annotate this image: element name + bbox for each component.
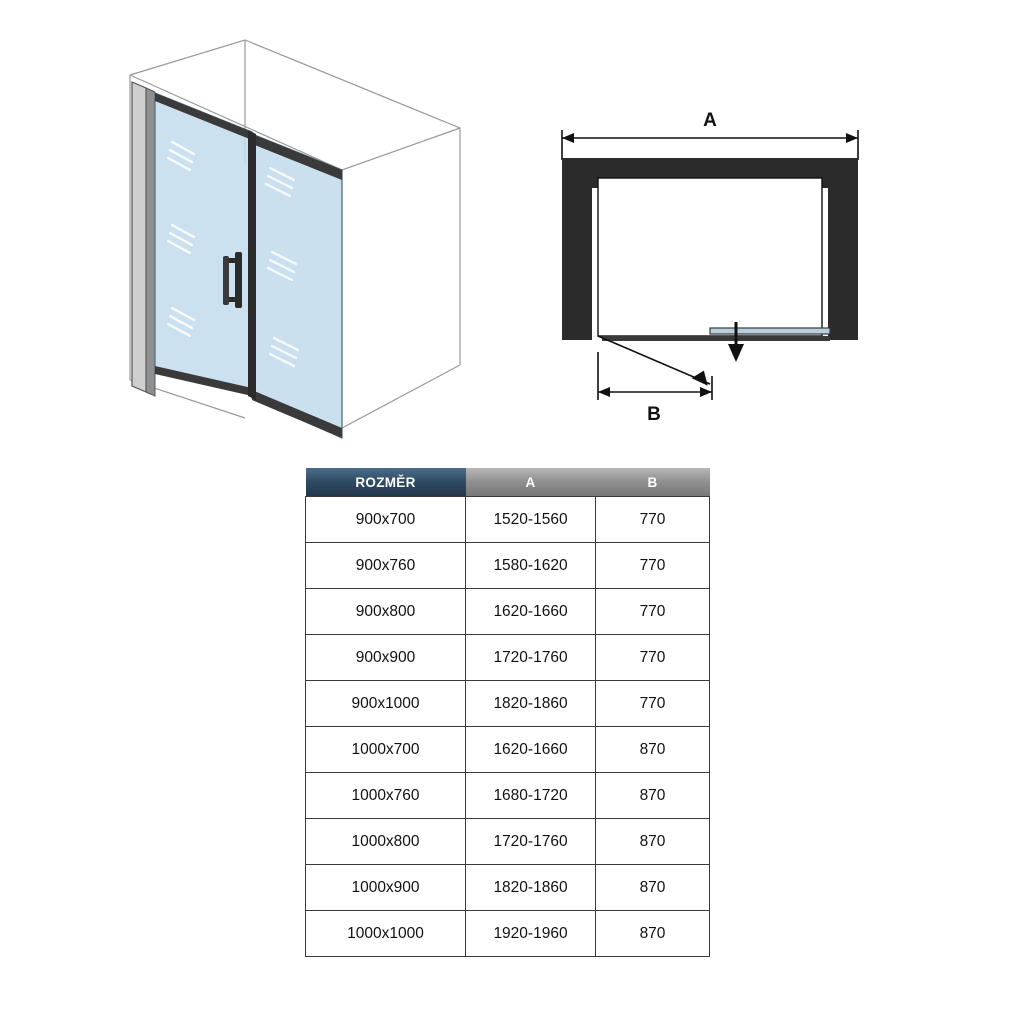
shower-tray-outline (598, 178, 822, 336)
cell-size: 1000x800 (306, 819, 466, 865)
cell-size: 1000x1000 (306, 911, 466, 957)
cell-a: 1680-1720 (466, 773, 596, 819)
table-row (306, 865, 710, 911)
cell-a: 1620-1660 (466, 589, 596, 635)
table-header-row (306, 468, 710, 497)
cell-a: 1720-1760 (466, 635, 596, 681)
header-size: ROZMĚR (306, 468, 466, 497)
plan-drawing (540, 100, 880, 430)
cell-size: 900x800 (306, 589, 466, 635)
wall-profile-left (132, 82, 155, 396)
table-row (306, 681, 710, 727)
perspective-drawing (110, 20, 490, 450)
header-b: B (596, 468, 710, 497)
door-leaf-open (598, 336, 710, 384)
dimension-b (598, 352, 712, 400)
table-row (306, 589, 710, 635)
cell-a: 1920-1960 (466, 911, 596, 957)
cell-a: 1720-1760 (466, 819, 596, 865)
cell-b: 870 (596, 727, 710, 773)
cell-b: 870 (596, 911, 710, 957)
table-row (306, 497, 710, 543)
table-row (306, 911, 710, 957)
cell-size: 900x1000 (306, 681, 466, 727)
cell-a: 1820-1860 (466, 865, 596, 911)
table-row (306, 543, 710, 589)
cell-size: 900x700 (306, 497, 466, 543)
cell-b: 770 (596, 681, 710, 727)
table-row (306, 819, 710, 865)
cell-a: 1820-1860 (466, 681, 596, 727)
cell-b: 770 (596, 589, 710, 635)
fixed-glass-panel (155, 93, 252, 396)
table-row (306, 727, 710, 773)
sliding-glass-panel (248, 130, 342, 438)
cell-b: 770 (596, 543, 710, 589)
cell-size: 1000x900 (306, 865, 466, 911)
cell-size: 900x760 (306, 543, 466, 589)
dimension-b-label: B (647, 404, 661, 425)
cell-a: 1520-1560 (466, 497, 596, 543)
dimension-a-label: A (703, 110, 717, 131)
cell-size: 1000x760 (306, 773, 466, 819)
size-table (305, 468, 710, 957)
cell-a: 1620-1660 (466, 727, 596, 773)
cell-b: 870 (596, 773, 710, 819)
dimension-a (562, 130, 858, 160)
table-row (306, 635, 710, 681)
cell-b: 770 (596, 635, 710, 681)
cell-b: 770 (596, 497, 710, 543)
header-a: A (466, 468, 596, 497)
table-body (306, 497, 710, 957)
cell-size: 900x900 (306, 635, 466, 681)
table-row (306, 773, 710, 819)
cell-b: 870 (596, 865, 710, 911)
cell-size: 1000x700 (306, 727, 466, 773)
cell-a: 1580-1620 (466, 543, 596, 589)
cell-b: 870 (596, 819, 710, 865)
